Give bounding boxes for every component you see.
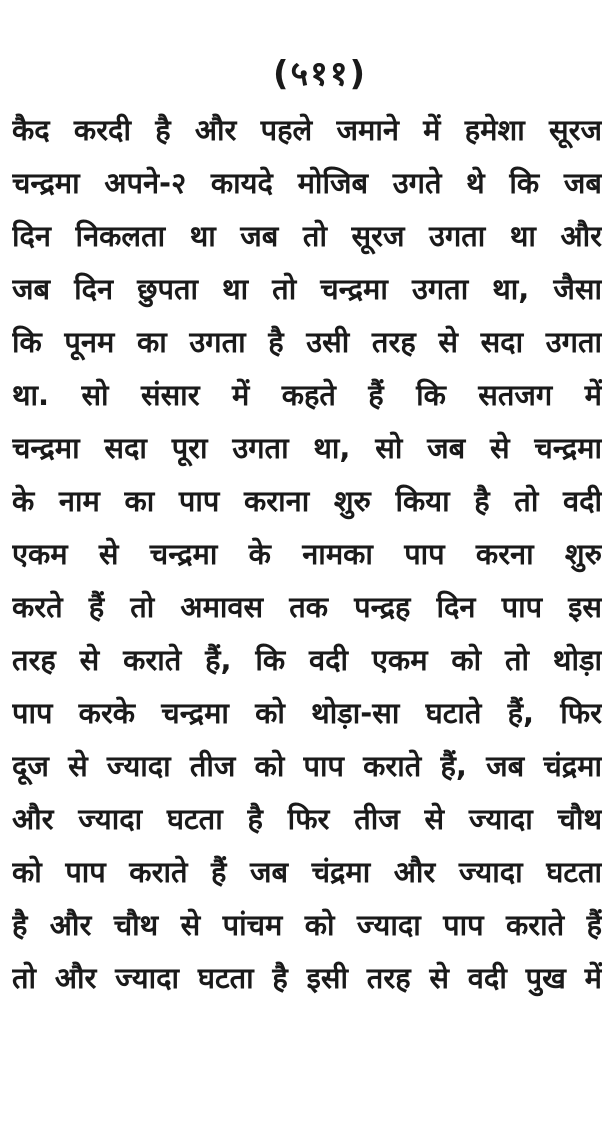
text-line: है और चौथ से पांचम को ज्यादा पाप कराते हैं [12, 908, 602, 942]
text-line: तो और ज्यादा घटता है इसी तरह से वदी पुख में [12, 961, 602, 995]
text-line: के नाम का पाप कराना शुरु किया है तो वदी [12, 484, 602, 518]
text-line: और ज्यादा घटता है फिर तीज से ज्यादा चौथ [12, 802, 602, 836]
text-line: कि पूनम का उगता है उसी तरह से सदा उगता [12, 325, 602, 359]
text-line: दिन निकलता था जब तो सूरज उगता था और [12, 219, 602, 253]
body-text [12, 104, 602, 1005]
text-line: चन्द्रमा सदा पूरा उगता था, सो जब से चन्द्रमा [12, 431, 602, 465]
text-line: था. सो संसार में कहते हैं कि सतजग में [12, 378, 602, 412]
page-number: (५११) [272, 54, 368, 94]
text-line: करते हैं तो अमावस तक पन्द्रह दिन पाप इस [12, 590, 602, 624]
text-line: पाप करके चन्द्रमा को थोड़ा-सा घटाते हैं, फिर [12, 696, 602, 730]
text-line: एकम से चन्द्रमा के नामका पाप करना शुरु [12, 537, 602, 571]
text-line: दूज से ज्यादा तीज को पाप कराते हैं, जब चंद्रमा [12, 749, 602, 783]
text-line: तरह से कराते हैं, कि वदी एकम को तो थोड़ा [12, 643, 602, 677]
text-line: कैद करदी है और पहले जमाने में हमेशा सूरज [12, 113, 602, 147]
text-line: को पाप कराते हैं जब चंद्रमा और ज्यादा घटता [12, 855, 602, 889]
text-line: चन्द्रमा अपने-२ कायदे मोजिब उगते थे कि जब [12, 166, 602, 200]
text-line: जब दिन छुपता था तो चन्द्रमा उगता था, जैसा [12, 272, 602, 306]
